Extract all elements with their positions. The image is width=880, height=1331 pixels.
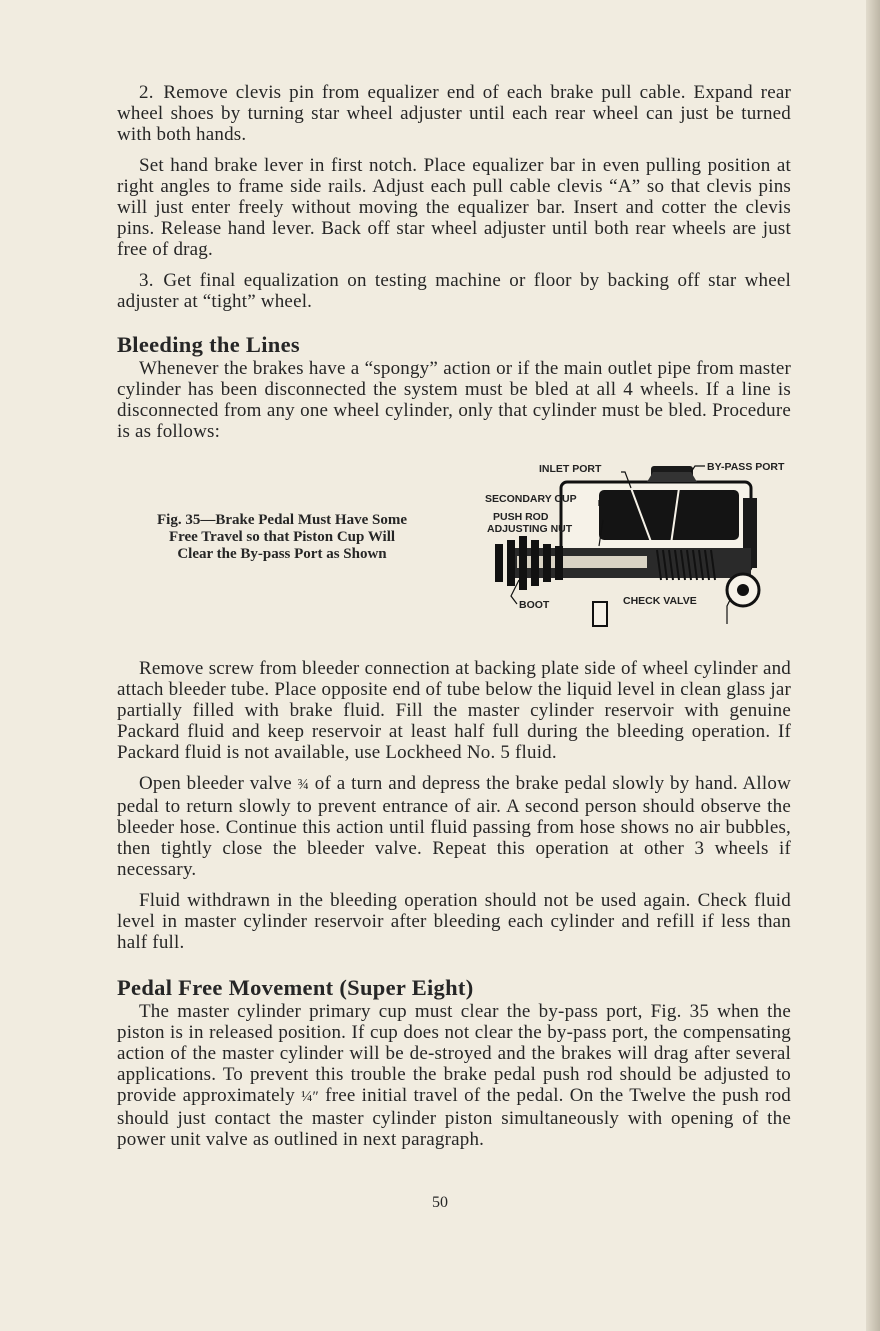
heading-bleeding-lines: Bleeding the Lines bbox=[117, 332, 300, 357]
reservoir-chamber bbox=[599, 490, 739, 540]
paragraph-fluid-withdrawn: Fluid withdrawn in the bleeding operation should not be used again. Check fluid level in master cylinder reservoir after bleeding each cylinder and refill if less than half full. bbox=[117, 890, 791, 953]
label-check-valve: CHECK VALVE bbox=[623, 595, 697, 607]
page-edge bbox=[866, 0, 880, 1331]
fraction-three-quarters: ¾ bbox=[297, 777, 310, 793]
figure-caption bbox=[117, 512, 447, 563]
label-boot: BOOT bbox=[519, 599, 550, 611]
text-run: of a turn and depress the brake pedal slowly by hand. Allow pedal to return slowly to prevent entrance of air. A second person should observe the bleeder hose. Continue this action until fluid passing from hose shows no air bubbles, then tightly close the bleeder valve. Repeat this operation at other 3 wheels if necessary. bbox=[117, 773, 791, 880]
caption-line: Fig. 35—Brake Pedal Must Have Some bbox=[157, 512, 407, 528]
figure-35 bbox=[117, 458, 791, 642]
master-cylinder-illustration bbox=[481, 458, 791, 642]
caption-line: Free Travel so that Piston Cup Will bbox=[168, 529, 396, 545]
text-run: free initial travel of the pedal. On the Twelve the push rod should just contact the master cylinder piston simultaneously with opening of the power unit valve as outlined in next paragraph. bbox=[117, 1085, 791, 1150]
paragraph-bleeder-tube: Remove screw from bleeder connection at backing plate side of wheel cylinder and attach bleeder tube. Place opposite end of tube below the liquid level in clean glass jar partially filled with brake fluid. Fill the master cylinder reservoir with genuine Packard fluid and keep reservoir at least half full during the bleeding operation. If Packard fluid is not available, use Lockheed No. 5 fluid. bbox=[117, 658, 791, 763]
master-cylinder-diagram bbox=[481, 458, 791, 642]
filler-cap-base bbox=[647, 472, 697, 482]
heading-pedal-free-movement: Pedal Free Movement (Super Eight) bbox=[117, 975, 474, 1000]
label-secondary-cup: SECONDARY CUP bbox=[485, 493, 577, 505]
label-push-rod: PUSH ROD bbox=[493, 511, 549, 523]
paragraph-bleeding-intro: Whenever the brakes have a “spongy” action or if the main outlet pipe from master cylinder has been disconnected the system must be bled at all 4 wheels. If a line is disconnected from any one wheel cylinder, only that cylinder must be bled. Procedure is as follows: bbox=[117, 358, 791, 442]
check-valve-center bbox=[737, 584, 749, 596]
paragraph-step-2: 2. Remove clevis pin from equalizer end of each brake pull cable. Expand rear wheel shoes by turning star wheel adjuster until each rear wheel can just be turned with both hands. bbox=[117, 82, 791, 145]
page-content bbox=[117, 82, 791, 1160]
paragraph-pedal-free-movement bbox=[117, 1001, 791, 1150]
text-run: The master cylinder primary cup must clear the by-pass port, Fig. 35 when the piston is in released position. If cup does not clear the by-pass port, the compensating action of the master cylinder will be de-stroyed and the brakes will drag after several applications. To prevent this trouble the brake pedal push rod should be adjusted to provide approximately bbox=[117, 1001, 791, 1106]
paragraph-step-3: 3. Get final equalization on testing machine or floor by backing off star wheel adjuster at “tight” wheel. bbox=[117, 270, 791, 312]
fraction-quarter-inch: ¼″ bbox=[301, 1089, 320, 1105]
paragraph-hand-brake: Set hand brake lever in first notch. Place equalizer bar in even pulling position at right angles to frame side rails. Adjust each pull cable clevis “A” so that clevis pins will just enter freely without moving the equalizer bar. Insert and cotter the clevis pins. Release hand lever. Back off star wheel adjuster until both rear wheels are just free of drag. bbox=[117, 155, 791, 260]
caption-line: Clear the By-pass Port as Shown bbox=[177, 546, 387, 562]
label-adjusting-nut: ADJUSTING NUT bbox=[487, 523, 573, 535]
page-number: 50 bbox=[432, 1194, 448, 1211]
paragraph-bleeder-valve bbox=[117, 773, 791, 880]
label-inlet-port: INLET PORT bbox=[539, 463, 602, 475]
text-run: Open bleeder valve bbox=[139, 773, 298, 794]
label-bypass-port: BY-PASS PORT bbox=[707, 461, 785, 473]
outlet-fitting bbox=[593, 602, 607, 626]
